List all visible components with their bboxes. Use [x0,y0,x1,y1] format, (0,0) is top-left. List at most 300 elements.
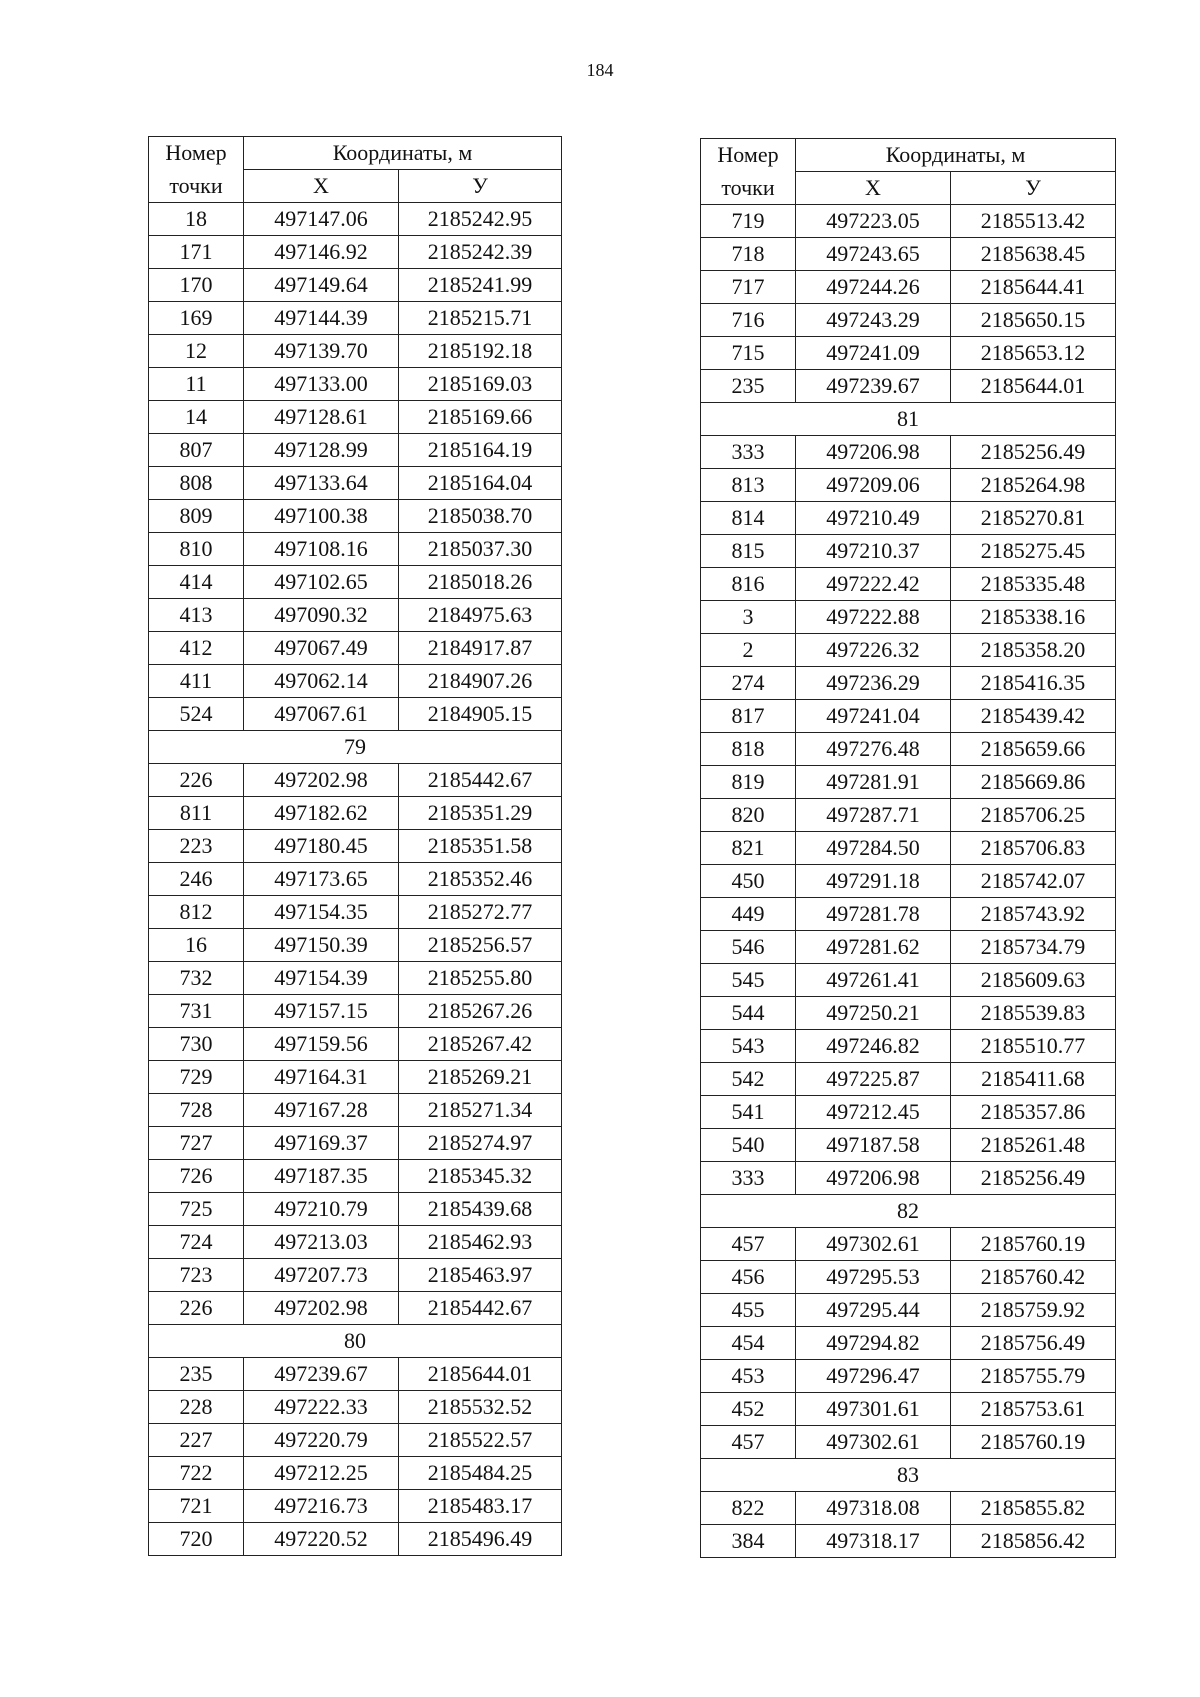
table-row [701,799,1116,832]
section-number: 79 [149,731,562,764]
x-coordinate-cell: 497243.65 [796,238,951,271]
x-coordinate-cell: 497167.28 [244,1094,399,1127]
y-coordinate-cell: 2185743.92 [951,898,1116,931]
y-coordinate-cell: 2185242.95 [399,203,562,236]
x-coordinate-cell: 497108.16 [244,533,399,566]
point-number-header-top: Номер [701,139,796,172]
y-coordinate-cell: 2185522.57 [399,1424,562,1457]
y-coordinate-cell: 2185439.68 [399,1193,562,1226]
point-number-cell: 715 [701,337,796,370]
y-coordinate-cell: 2185653.12 [951,337,1116,370]
y-coordinate-cell: 2185271.34 [399,1094,562,1127]
x-coordinate-cell: 497212.45 [796,1096,951,1129]
point-number-cell: 812 [149,896,244,929]
point-number-cell: 457 [701,1228,796,1261]
y-coordinate-cell: 2185644.01 [951,370,1116,403]
y-coordinate-cell: 2185756.49 [951,1327,1116,1360]
table-row [701,1525,1116,1558]
y-coordinate-cell: 2185483.17 [399,1490,562,1523]
point-number-cell: 384 [701,1525,796,1558]
x-coordinate-cell: 497133.00 [244,368,399,401]
y-coordinate-cell: 2185351.29 [399,797,562,830]
x-coordinate-cell: 497220.79 [244,1424,399,1457]
y-coordinate-cell: 2185267.26 [399,995,562,1028]
table-row [149,335,562,368]
y-coordinate-cell: 2185169.66 [399,401,562,434]
y-coordinate-cell: 2185345.32 [399,1160,562,1193]
table-row [701,436,1116,469]
point-number-cell: 412 [149,632,244,665]
point-number-cell: 728 [149,1094,244,1127]
y-coordinate-cell: 2185256.49 [951,1162,1116,1195]
x-coordinate-cell: 497090.32 [244,599,399,632]
point-number-cell: 12 [149,335,244,368]
x-coordinate-cell: 497295.44 [796,1294,951,1327]
x-coordinate-cell: 497146.92 [244,236,399,269]
y-coordinate-cell: 2185215.71 [399,302,562,335]
x-coordinate-cell: 497294.82 [796,1327,951,1360]
x-coordinate-cell: 497067.49 [244,632,399,665]
table-row [149,203,562,236]
y-coordinate-cell: 2185267.42 [399,1028,562,1061]
point-number-cell: 814 [701,502,796,535]
section-row [701,1195,1116,1228]
point-number-cell: 454 [701,1327,796,1360]
point-number-cell: 171 [149,236,244,269]
point-number-cell: 819 [701,766,796,799]
table-row [149,1523,562,1556]
y-coordinate-cell: 2185532.52 [399,1391,562,1424]
y-coordinate-cell: 2185274.97 [399,1127,562,1160]
x-coordinate-cell: 497180.45 [244,830,399,863]
table-row [149,1490,562,1523]
point-number-cell: 724 [149,1226,244,1259]
x-coordinate-cell: 497239.67 [244,1358,399,1391]
point-number-cell: 274 [701,667,796,700]
y-coordinate-cell: 2184907.26 [399,665,562,698]
point-number-cell: 227 [149,1424,244,1457]
table-row [149,368,562,401]
table-row [701,601,1116,634]
point-number-cell: 546 [701,931,796,964]
y-coordinate-cell: 2185037.30 [399,533,562,566]
table-row [701,205,1116,238]
x-coordinate-cell: 497062.14 [244,665,399,698]
point-number-cell: 544 [701,997,796,1030]
x-coordinate-cell: 497281.62 [796,931,951,964]
y-coordinate-cell: 2184917.87 [399,632,562,665]
table-row [701,667,1116,700]
table-row [149,665,562,698]
y-column-header: У [951,172,1116,205]
y-coordinate-cell: 2185442.67 [399,764,562,797]
point-number-header-bottom: точки [701,172,796,205]
point-number-cell: 808 [149,467,244,500]
y-coordinate-cell: 2185261.48 [951,1129,1116,1162]
table-row [149,896,562,929]
page-number: 184 [586,60,614,80]
x-coordinate-cell: 497261.41 [796,964,951,997]
table-row [149,599,562,632]
section-row [701,1459,1116,1492]
table-row [701,733,1116,766]
table-row [701,964,1116,997]
table-row [149,533,562,566]
y-coordinate-cell: 2185275.45 [951,535,1116,568]
point-number-cell: 235 [149,1358,244,1391]
x-coordinate-cell: 497244.26 [796,271,951,304]
point-number-cell: 16 [149,929,244,962]
x-coordinate-cell: 497159.56 [244,1028,399,1061]
y-coordinate-cell: 2185644.01 [399,1358,562,1391]
table-row [149,1160,562,1193]
point-number-cell: 524 [149,698,244,731]
table-row [701,700,1116,733]
x-coordinate-cell: 497187.58 [796,1129,951,1162]
table-row [701,271,1116,304]
point-number-cell: 333 [701,436,796,469]
table-row [701,568,1116,601]
point-number-cell: 11 [149,368,244,401]
y-coordinate-cell: 2184975.63 [399,599,562,632]
y-coordinate-cell: 2184905.15 [399,698,562,731]
point-number-cell: 815 [701,535,796,568]
x-coordinate-cell: 497169.37 [244,1127,399,1160]
point-number-cell: 721 [149,1490,244,1523]
table-row [149,566,562,599]
point-number-cell: 228 [149,1391,244,1424]
table-row [149,1094,562,1127]
y-coordinate-cell: 2185439.42 [951,700,1116,733]
y-coordinate-cell: 2185609.63 [951,964,1116,997]
x-coordinate-cell: 497139.70 [244,335,399,368]
section-number: 82 [701,1195,1116,1228]
y-coordinate-cell: 2185755.79 [951,1360,1116,1393]
y-coordinate-cell: 2185760.19 [951,1228,1116,1261]
table-row [149,302,562,335]
table-row [701,238,1116,271]
section-number: 80 [149,1325,562,1358]
point-number-cell: 732 [149,962,244,995]
x-coordinate-cell: 497100.38 [244,500,399,533]
table-row [149,995,562,1028]
point-number-cell: 816 [701,568,796,601]
point-number-cell: 818 [701,733,796,766]
x-coordinate-cell: 497236.29 [796,667,951,700]
table-row [701,766,1116,799]
table-row [149,1028,562,1061]
y-coordinate-cell: 2185038.70 [399,500,562,533]
x-column-header: Х [244,170,399,203]
x-coordinate-cell: 497206.98 [796,1162,951,1195]
x-coordinate-cell: 497226.32 [796,634,951,667]
table-row [701,1096,1116,1129]
x-coordinate-cell: 497296.47 [796,1360,951,1393]
y-coordinate-cell: 2185463.97 [399,1259,562,1292]
y-coordinate-cell: 2185018.26 [399,566,562,599]
point-number-cell: 2 [701,634,796,667]
y-coordinate-cell: 2185706.25 [951,799,1116,832]
table-row [701,832,1116,865]
point-number-cell: 414 [149,566,244,599]
table-row [701,304,1116,337]
x-coordinate-cell: 497246.82 [796,1030,951,1063]
y-coordinate-cell: 2185358.20 [951,634,1116,667]
y-coordinate-cell: 2185734.79 [951,931,1116,964]
y-coordinate-cell: 2185650.15 [951,304,1116,337]
point-number-cell: 542 [701,1063,796,1096]
point-number-cell: 453 [701,1360,796,1393]
table-row [149,1226,562,1259]
point-number-cell: 413 [149,599,244,632]
table-row [701,469,1116,502]
y-coordinate-cell: 2185255.80 [399,962,562,995]
table-row [701,997,1116,1030]
x-coordinate-cell: 497223.05 [796,205,951,238]
x-coordinate-cell: 497220.52 [244,1523,399,1556]
coordinates-table-left [148,136,562,1556]
point-number-cell: 226 [149,1292,244,1325]
y-coordinate-cell: 2185241.99 [399,269,562,302]
coordinates-table-right [700,138,1116,1558]
y-coordinate-cell: 2185513.42 [951,205,1116,238]
table-row [701,1228,1116,1261]
point-number-cell: 333 [701,1162,796,1195]
table-row [701,1294,1116,1327]
table-row [701,1360,1116,1393]
table-row [701,370,1116,403]
table-row [701,1063,1116,1096]
y-coordinate-cell: 2185759.92 [951,1294,1116,1327]
point-number-cell: 807 [149,434,244,467]
y-coordinate-cell: 2185760.19 [951,1426,1116,1459]
table-row [701,1426,1116,1459]
table-row [149,1127,562,1160]
point-number-cell: 452 [701,1393,796,1426]
y-coordinate-cell: 2185352.46 [399,863,562,896]
x-coordinate-cell: 497239.67 [796,370,951,403]
section-row [701,403,1116,436]
x-coordinate-cell: 497206.98 [796,436,951,469]
point-number-cell: 719 [701,205,796,238]
coordinates-header: Координаты, м [796,139,1116,172]
table-row [149,797,562,830]
point-number-cell: 716 [701,304,796,337]
y-coordinate-cell: 2185510.77 [951,1030,1116,1063]
table-row [149,1358,562,1391]
point-number-cell: 411 [149,665,244,698]
x-coordinate-cell: 497250.21 [796,997,951,1030]
x-coordinate-cell: 497202.98 [244,1292,399,1325]
y-coordinate-cell: 2185169.03 [399,368,562,401]
y-coordinate-cell: 2185256.49 [951,436,1116,469]
section-number: 83 [701,1459,1116,1492]
x-coordinate-cell: 497207.73 [244,1259,399,1292]
point-number-cell: 821 [701,832,796,865]
x-coordinate-cell: 497128.61 [244,401,399,434]
y-coordinate-cell: 2185242.39 [399,236,562,269]
table-row [149,1193,562,1226]
table-row [701,1327,1116,1360]
x-coordinate-cell: 497102.65 [244,566,399,599]
point-number-cell: 541 [701,1096,796,1129]
table-row [149,698,562,731]
table-row [149,632,562,665]
x-coordinate-cell: 497241.09 [796,337,951,370]
y-coordinate-cell: 2185484.25 [399,1457,562,1490]
point-number-cell: 3 [701,601,796,634]
table-row [149,1457,562,1490]
x-coordinate-cell: 497281.91 [796,766,951,799]
x-coordinate-cell: 497243.29 [796,304,951,337]
x-coordinate-cell: 497222.88 [796,601,951,634]
point-number-cell: 725 [149,1193,244,1226]
y-coordinate-cell: 2185164.04 [399,467,562,500]
point-number-cell: 457 [701,1426,796,1459]
point-number-cell: 723 [149,1259,244,1292]
y-coordinate-cell: 2185856.42 [951,1525,1116,1558]
y-coordinate-cell: 2185706.83 [951,832,1116,865]
table-row [149,962,562,995]
y-coordinate-cell: 2185462.93 [399,1226,562,1259]
table-row [149,929,562,962]
y-coordinate-cell: 2185269.21 [399,1061,562,1094]
table-row [701,1162,1116,1195]
x-coordinate-cell: 497302.61 [796,1426,951,1459]
table-row [701,931,1116,964]
x-coordinate-cell: 497291.18 [796,865,951,898]
x-coordinate-cell: 497281.78 [796,898,951,931]
x-coordinate-cell: 497210.79 [244,1193,399,1226]
y-column-header: У [399,170,562,203]
x-coordinate-cell: 497154.39 [244,962,399,995]
x-coordinate-cell: 497150.39 [244,929,399,962]
y-coordinate-cell: 2185442.67 [399,1292,562,1325]
y-coordinate-cell: 2185264.98 [951,469,1116,502]
point-number-cell: 809 [149,500,244,533]
y-coordinate-cell: 2185335.48 [951,568,1116,601]
point-number-cell: 718 [701,238,796,271]
point-number-cell: 450 [701,865,796,898]
table-row [149,830,562,863]
y-coordinate-cell: 2185659.66 [951,733,1116,766]
table-row [149,863,562,896]
table-row [701,1261,1116,1294]
table-row [701,1492,1116,1525]
x-coordinate-cell: 497210.49 [796,502,951,535]
point-number-cell: 223 [149,830,244,863]
x-coordinate-cell: 497157.15 [244,995,399,1028]
x-coordinate-cell: 497222.42 [796,568,951,601]
x-coordinate-cell: 497209.06 [796,469,951,502]
y-coordinate-cell: 2185256.57 [399,929,562,962]
table-row [149,1292,562,1325]
y-coordinate-cell: 2185753.61 [951,1393,1116,1426]
x-coordinate-cell: 497301.61 [796,1393,951,1426]
point-number-cell: 720 [149,1523,244,1556]
table-row [701,898,1116,931]
point-number-cell: 170 [149,269,244,302]
x-coordinate-cell: 497154.35 [244,896,399,929]
x-coordinate-cell: 497276.48 [796,733,951,766]
point-number-cell: 730 [149,1028,244,1061]
x-coordinate-cell: 497067.61 [244,698,399,731]
table-row [149,1061,562,1094]
table-row [149,467,562,500]
table-row [701,502,1116,535]
table-row [701,1393,1116,1426]
point-number-header-top: Номер [149,137,244,170]
y-coordinate-cell: 2185270.81 [951,502,1116,535]
x-coordinate-cell: 497295.53 [796,1261,951,1294]
coordinates-header: Координаты, м [244,137,562,170]
table-row [149,236,562,269]
x-coordinate-cell: 497302.61 [796,1228,951,1261]
point-number-cell: 731 [149,995,244,1028]
y-coordinate-cell: 2185164.19 [399,434,562,467]
y-coordinate-cell: 2185351.58 [399,830,562,863]
x-coordinate-cell: 497173.65 [244,863,399,896]
table-row [701,1129,1116,1162]
point-number-cell: 813 [701,469,796,502]
x-coordinate-cell: 497187.35 [244,1160,399,1193]
point-number-cell: 235 [701,370,796,403]
table-row [149,401,562,434]
point-number-cell: 540 [701,1129,796,1162]
x-coordinate-cell: 497241.04 [796,700,951,733]
y-coordinate-cell: 2185496.49 [399,1523,562,1556]
x-coordinate-cell: 497225.87 [796,1063,951,1096]
x-coordinate-cell: 497149.64 [244,269,399,302]
y-coordinate-cell: 2185416.35 [951,667,1116,700]
table-row [701,337,1116,370]
point-number-cell: 449 [701,898,796,931]
x-coordinate-cell: 497147.06 [244,203,399,236]
x-coordinate-cell: 497222.33 [244,1391,399,1424]
point-number-cell: 729 [149,1061,244,1094]
table-row [149,1259,562,1292]
y-coordinate-cell: 2185539.83 [951,997,1116,1030]
x-coordinate-cell: 497202.98 [244,764,399,797]
x-coordinate-cell: 497133.64 [244,467,399,500]
y-coordinate-cell: 2185272.77 [399,896,562,929]
x-coordinate-cell: 497212.25 [244,1457,399,1490]
x-coordinate-cell: 497213.03 [244,1226,399,1259]
x-coordinate-cell: 497144.39 [244,302,399,335]
x-coordinate-cell: 497164.31 [244,1061,399,1094]
section-number: 81 [701,403,1116,436]
point-number-cell: 545 [701,964,796,997]
y-coordinate-cell: 2185742.07 [951,865,1116,898]
y-coordinate-cell: 2185192.18 [399,335,562,368]
y-coordinate-cell: 2185669.86 [951,766,1116,799]
table-row [149,764,562,797]
table-row [701,1030,1116,1063]
point-number-cell: 822 [701,1492,796,1525]
x-coordinate-cell: 497216.73 [244,1490,399,1523]
y-coordinate-cell: 2185644.41 [951,271,1116,304]
y-coordinate-cell: 2185411.68 [951,1063,1116,1096]
point-number-cell: 810 [149,533,244,566]
x-coordinate-cell: 497210.37 [796,535,951,568]
x-column-header: Х [796,172,951,205]
section-row [149,1325,562,1358]
table-row [701,865,1116,898]
table-row [149,500,562,533]
x-coordinate-cell: 497287.71 [796,799,951,832]
point-number-cell: 543 [701,1030,796,1063]
point-number-cell: 226 [149,764,244,797]
